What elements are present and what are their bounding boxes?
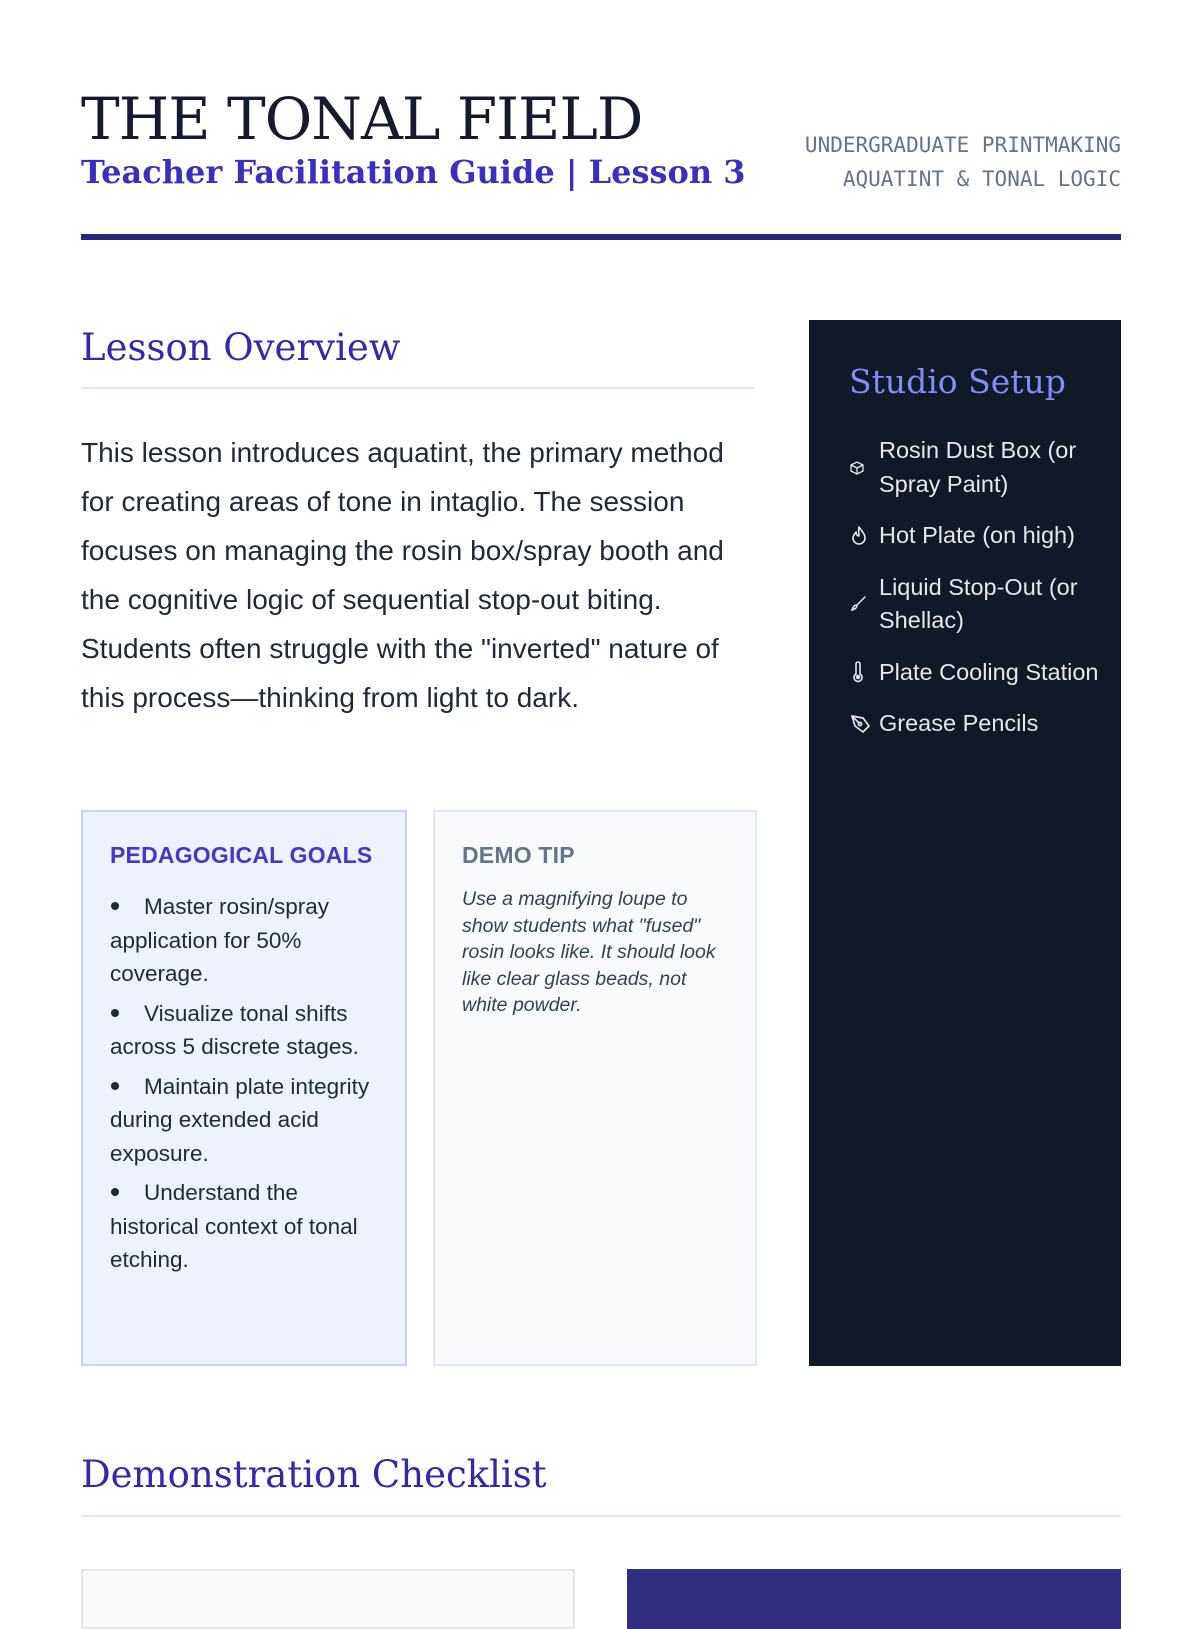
list-item: [849, 571, 1099, 638]
goal-text: Maintain plate integrity during extended acid exposure.: [110, 1073, 370, 1166]
pencil-icon: [849, 711, 875, 737]
list-item: [849, 707, 1099, 741]
course-meta: [805, 128, 1121, 196]
checklist-heading: Demonstration Checklist: [81, 1453, 547, 1496]
list-item: [110, 1070, 380, 1171]
brush-icon: [849, 591, 875, 617]
bullet-icon: [110, 1070, 144, 1104]
checklist-card-dark: [627, 1569, 1121, 1629]
pedagogical-goals-card: [81, 810, 407, 1366]
checklist-card: [81, 1569, 575, 1629]
studio-setup-list: [849, 434, 1099, 759]
box-icon: [849, 455, 875, 481]
bullet-icon: [110, 890, 144, 924]
course-meta-line: UNDERGRADUATE PRINTMAKING: [804, 133, 1121, 157]
studio-setup-heading: Studio Setup: [849, 362, 1066, 401]
demo-tip-card: [433, 810, 757, 1366]
overview-divider: [81, 387, 755, 389]
studio-item-label: Rosin Dust Box (or Spray Paint): [879, 437, 1077, 497]
goals-list: [110, 890, 380, 1283]
tip-heading: DEMO TIP: [462, 842, 575, 868]
list-item: [849, 656, 1099, 690]
page-header: [81, 80, 1121, 242]
goal-text: Understand the historical context of tonal etching.: [110, 1180, 358, 1272]
page-title: THE TONAL FIELD: [81, 85, 643, 153]
header-divider: [81, 234, 1121, 240]
bullet-icon: [110, 997, 144, 1031]
overview-body: This lesson introduces aquatint, the primary method for creating areas of tone in intaglio. The session focuses on managing the rosin box/spray booth and the cognitive logic of sequential stop-out biting. Students often struggle with the "inverted" nature of this process—thinking from light to dark.: [81, 437, 724, 713]
studio-item-label: Hot Plate (on high): [879, 522, 1075, 548]
list-item: [110, 1176, 380, 1277]
tip-text: Use a magnifying loupe to show students what "fused" rosin looks like. It should look like clear glass beads, not white powder.: [462, 888, 716, 1016]
list-item: [110, 997, 380, 1064]
list-item: [849, 434, 1099, 501]
list-item: [110, 890, 380, 991]
checklist-divider: [81, 1515, 1121, 1517]
studio-item-label: Plate Cooling Station: [879, 658, 1099, 685]
goals-heading: PEDAGOGICAL GOALS: [110, 842, 373, 868]
thermometer-icon: [849, 659, 875, 685]
bullet-icon: [110, 1176, 144, 1210]
goal-text: Visualize tonal shifts across 5 discrete stages.: [110, 1000, 359, 1059]
course-meta-line: AQUATINT & TONAL LOGIC: [842, 167, 1121, 191]
studio-setup-sidebar: [809, 320, 1121, 1366]
goal-text: Master rosin/spray application for 50% coverage.: [110, 894, 330, 986]
overview-heading: Lesson Overview: [81, 326, 401, 369]
page-subtitle: Teacher Facilitation Guide | Lesson 3: [81, 153, 746, 191]
studio-item-label: Grease Pencils: [879, 710, 1039, 736]
studio-item-label: Liquid Stop-Out (or Shellac): [879, 573, 1078, 633]
list-item: [849, 519, 1099, 553]
flame-icon: [849, 523, 875, 549]
